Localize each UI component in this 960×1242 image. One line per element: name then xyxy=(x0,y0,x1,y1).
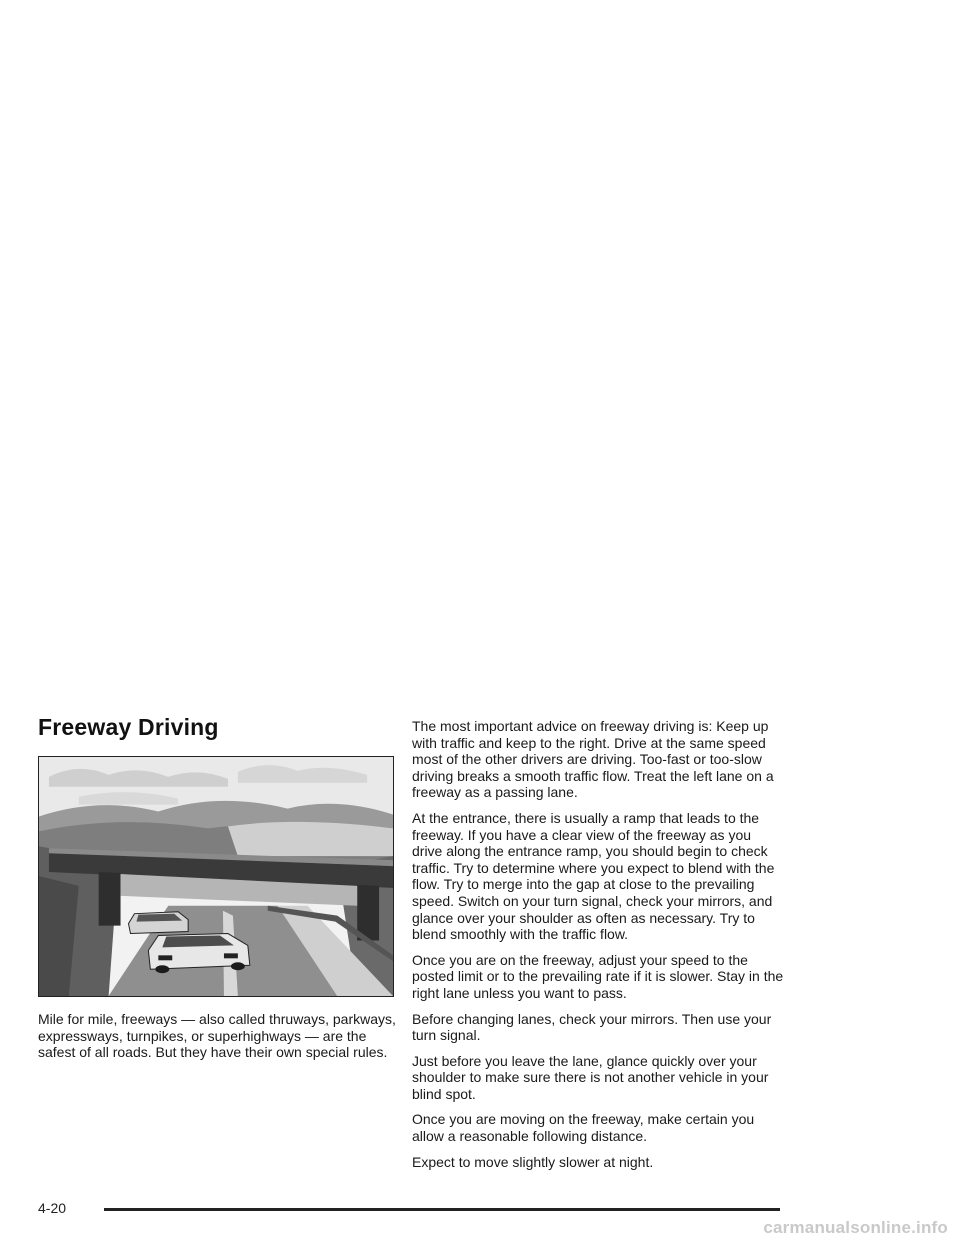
right-column xyxy=(412,718,784,1179)
bridge-pier xyxy=(357,885,379,941)
freeway-illustration xyxy=(38,756,394,997)
car-front xyxy=(148,934,249,974)
intro-paragraph: Mile for mile, freeways — also called thruways, parkways, expressways, turnpikes, or superhighways — are the safest of all roads. But they have their own special rules. xyxy=(38,1011,396,1061)
body-paragraph: Before changing lanes, check your mirrors. Then use your turn signal. xyxy=(412,1010,772,1044)
body-paragraph: Just before you leave the lane, glance quickly over your shoulder to make sure there is not another vehicle in your blind spot. xyxy=(412,1052,769,1102)
bridge-pier xyxy=(99,872,121,926)
body-paragraph: Expect to move slightly slower at night. xyxy=(412,1153,654,1170)
body-paragraph: The most important advice on freeway driving is: Keep up with traffic and keep to the right. Drive at the same speed most of the other drivers are driving. Too-fast or too-slow driving breaks a smooth traffic flow. Treat the left lane on a freeway as a passing lane. xyxy=(412,718,774,801)
footer-rule xyxy=(104,1208,780,1211)
page-number: 4-20 xyxy=(38,1200,67,1216)
body-paragraph: Once you are on the freeway, adjust your speed to the posted limit or to the prevailing rate if it is slower. Stay in the right lane unless you want to pass. xyxy=(412,951,784,1001)
section-heading: Freeway Driving xyxy=(38,714,219,740)
freeway-overpass-drawing xyxy=(39,757,393,996)
car-behind xyxy=(128,912,188,934)
valley xyxy=(228,822,393,856)
body-paragraph: At the entrance, there is usually a ramp that leads to the freeway. If you have a clear view of the freeway as you drive along the entrance ramp, you should begin to check traffic. Try to determine where you expect to blend with the flow. Try to merge into the gap at close to the prevailing speed. Switch on your turn signal, check your mirrors, and glance over your shoulder as often as necessary. Try to blend smoothly with the traffic flow. xyxy=(412,809,775,943)
body-paragraph: Once you are moving on the freeway, make certain you allow a reasonable following distance. xyxy=(412,1111,755,1145)
watermark: carmanualsonline.info xyxy=(763,1218,948,1237)
